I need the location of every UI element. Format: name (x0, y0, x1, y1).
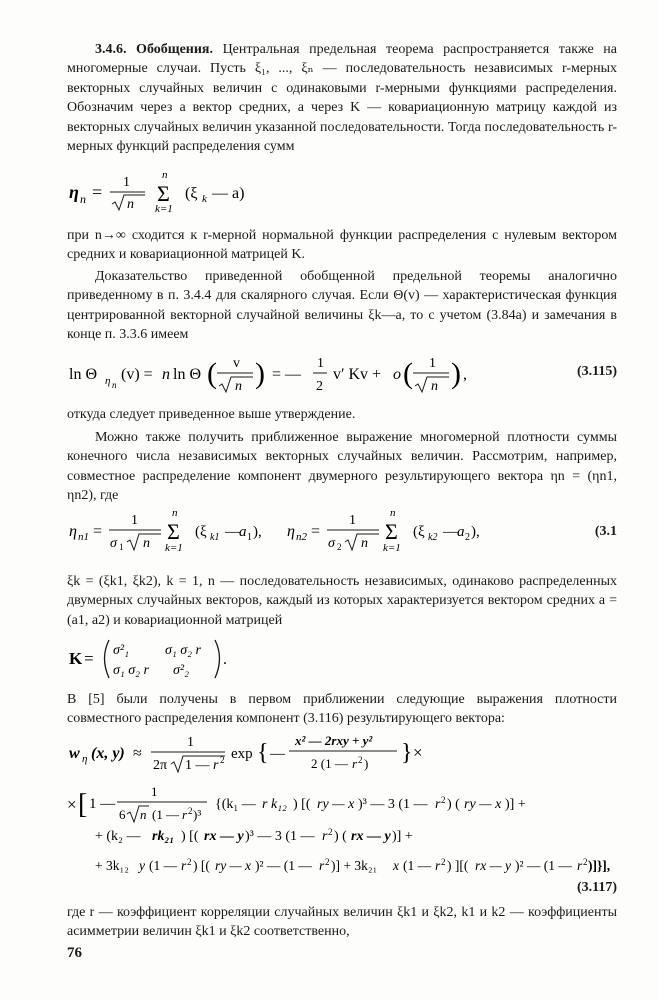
svg-text:(ξ: (ξ (413, 524, 425, 540)
svg-text:): ) (451, 357, 461, 390)
svg-text:6: 6 (119, 807, 126, 822)
svg-text:)² — (1 —: )² — (1 — (515, 858, 572, 873)
svg-text:x² — 2rxy + y²: x² — 2rxy + y² (295, 733, 373, 748)
svg-text:) [(: ) [( (293, 797, 311, 812)
svg-text:2: 2 (441, 795, 446, 805)
svg-text:v: v (233, 356, 240, 371)
svg-text:ln Θ: ln Θ (173, 366, 201, 383)
svg-text:)] + 3k₂₁: )] + 3k₂₁ (331, 858, 378, 873)
svg-text:w: w (69, 745, 80, 762)
svg-text:+ 3k₁₂: + 3k₁₂ (95, 858, 129, 873)
svg-text:v′ Kv +: v′ Kv + (333, 366, 382, 383)
svg-text:,: , (463, 366, 467, 383)
svg-text:n: n (140, 807, 147, 822)
svg-text:2 (1 —: 2 (1 — (311, 756, 348, 771)
equation-3-117-line3 (67, 820, 617, 850)
svg-text:n: n (143, 536, 150, 551)
svg-text:r: r (435, 858, 441, 873)
svg-text:n1: n1 (78, 531, 89, 543)
svg-text:2: 2 (337, 542, 342, 552)
svg-text:ry — x: ry — x (317, 797, 355, 812)
svg-text:2: 2 (583, 857, 588, 867)
equation-number: (3.117) (576, 880, 617, 895)
svg-text:)² — (1 —: )² — (1 — (255, 858, 312, 873)
svg-text:ln Θ: ln Θ (69, 366, 97, 383)
paragraph-reference: В [5] были получены в первом приближении следующие выражения плотности совместного распределения компонент (3.116) результирующего вектора: (67, 692, 617, 727)
svg-text:r: r (322, 829, 328, 844)
svg-text:),: ), (471, 524, 480, 540)
svg-text:+ (k₂ —: + (k₂ — (95, 829, 141, 844)
equation-matrix-K-graphic (67, 632, 617, 684)
svg-text:r: r (213, 758, 219, 773)
svg-text:—: — (443, 524, 458, 540)
paragraph-where-r: где r — коэффициент корреляции случайных величин ξk1 и ξk2, k1 и k2 — коэффициенты асимметрии величин ξk1 и ξk2 соответственно, (67, 905, 617, 940)
svg-text:x: x (393, 858, 399, 873)
svg-text:)³: )³ (193, 807, 202, 822)
svg-text:) [(: ) [( (193, 858, 210, 873)
svg-text:) (: ) ( (447, 797, 460, 812)
svg-text:1: 1 (151, 784, 158, 799)
svg-text:2: 2 (358, 755, 363, 765)
svg-text:(x, y): (x, y) (91, 745, 125, 762)
svg-text:y: y (139, 858, 145, 873)
svg-text:σ²₂: σ²₂ (173, 663, 189, 678)
svg-text:)]}],: )]}], (588, 858, 611, 873)
svg-text:): ) (255, 357, 265, 390)
svg-text:rx — y: rx — y (204, 829, 244, 844)
equation-3-116-graphic (67, 508, 617, 558)
svg-text:n: n (431, 379, 438, 394)
page-number: 76 (67, 945, 82, 961)
equation-3-117-line1 (67, 730, 617, 778)
svg-text:exp: exp (231, 746, 253, 762)
svg-text:1 —: 1 — (89, 796, 116, 812)
equation-sum-eta (67, 170, 617, 214)
svg-text:r: r (435, 797, 441, 812)
paragraph-conclusion: откуда следует приведенное выше утверждение. (67, 407, 356, 422)
svg-text:×: × (67, 795, 77, 814)
svg-text:1: 1 (317, 356, 324, 371)
equation-3-117-number-row (67, 878, 617, 902)
svg-text:.: . (223, 651, 227, 668)
svg-text:—: — (270, 746, 285, 762)
svg-text:r: r (319, 858, 325, 873)
svg-text:rx — y: rx — y (475, 858, 511, 873)
svg-text:)] +: )] + (392, 829, 413, 844)
svg-text:k2: k2 (428, 532, 438, 543)
svg-text:=: = (311, 523, 321, 540)
svg-text:1: 1 (429, 356, 436, 371)
svg-text:1 —: 1 — (185, 758, 210, 773)
svg-text:r: r (577, 858, 583, 873)
svg-text:2: 2 (188, 806, 193, 816)
svg-text:(: ( (403, 357, 413, 390)
svg-text:)³ — 3 (1 —: )³ — 3 (1 — (358, 797, 428, 812)
svg-text:Σ: Σ (167, 519, 180, 544)
svg-text:—: — (225, 524, 240, 540)
svg-text:k1: k1 (210, 532, 220, 543)
svg-text:— a): — a) (212, 185, 245, 202)
equation-3-115 (67, 352, 617, 396)
paragraph-proof: Доказательство приведенной обобщенной предельной теоремы аналогично приведенному в п. 3.4.4 для скалярного случая. Если Θ(v) — характеристическая функция центрированной векторной случайной величины ξk—a, то с учетом (3.84a) и замечания в конце п. 3.3.6 имеем (67, 269, 617, 343)
svg-text:n: n (162, 170, 168, 181)
svg-text:2: 2 (187, 857, 192, 867)
svg-text:n: n (235, 379, 242, 394)
svg-text:n: n (390, 508, 396, 519)
svg-text:(v) =: (v) = (121, 366, 153, 383)
svg-text:=: = (92, 182, 103, 202)
svg-text:k=1: k=1 (165, 542, 183, 554)
paragraph-vectors: ξk = (ξk1, ξk2), k = 1, n — последовательность независимых, одинаково распределенных двумерных случайных векторов, каждый из которых характеризуется вектором средних a = (a1, a2) и ковариационной матрицей (67, 574, 617, 628)
svg-text:k=1: k=1 (155, 203, 173, 214)
svg-text:): ) (364, 756, 369, 771)
svg-text:) ][(: ) ][( (447, 858, 469, 873)
svg-text:(ξ: (ξ (185, 185, 198, 202)
svg-text:a: a (239, 524, 247, 540)
svg-text:1: 1 (187, 735, 194, 750)
svg-text:)³ — 3 (1 —: )³ — 3 (1 — (245, 829, 315, 844)
equation-3-116 (67, 508, 617, 554)
svg-text:1: 1 (119, 542, 124, 552)
svg-text:Σ: Σ (157, 181, 170, 206)
svg-text:n: n (361, 536, 368, 551)
paragraph-generalizations (67, 40, 617, 156)
equation-sum-eta-graphic (67, 170, 617, 214)
equation-matrix-K (67, 632, 617, 682)
svg-text:}: } (401, 740, 413, 766)
svg-text:σ: σ (328, 536, 335, 551)
svg-text:2: 2 (465, 532, 470, 543)
svg-text:[: [ (78, 789, 88, 820)
svg-text:η: η (82, 753, 88, 765)
svg-text:rx — y: rx — y (351, 829, 391, 844)
svg-text:η: η (287, 523, 295, 540)
svg-text:ry — x: ry — x (215, 858, 251, 873)
svg-text:)] +: )] + (505, 797, 526, 812)
svg-text:2: 2 (325, 857, 330, 867)
svg-text:η: η (69, 182, 79, 202)
equation-3-117-line1-graphic (67, 730, 617, 778)
svg-text:η: η (105, 375, 111, 387)
svg-text:2π: 2π (153, 758, 168, 773)
svg-text:k: k (202, 193, 207, 205)
svg-text:),: ), (253, 524, 262, 540)
svg-text:) (: ) ( (334, 829, 347, 844)
paragraph-density: Можно также получить приближенное выражение многомерной плотности суммы конечного числа независимых векторных случайных величин. Рассмотрим, например, совместное распределение компонент двумерного результирующего вектора ηn = (ηn1, ηn2), где (67, 430, 617, 504)
svg-text:(: ( (207, 357, 217, 390)
equation-3-115-graphic (67, 352, 617, 398)
svg-text:) [(: ) [( (181, 829, 199, 844)
svg-text:(1 —: (1 — (152, 807, 180, 822)
svg-text:r: r (352, 756, 358, 771)
svg-text:r: r (181, 858, 187, 873)
svg-text:σ₁ σ₂ r: σ₁ σ₂ r (165, 643, 201, 658)
svg-text:rk₂₁: rk₂₁ (152, 829, 175, 844)
svg-text:K: K (69, 649, 83, 668)
svg-text:×: × (413, 743, 423, 762)
svg-text:1: 1 (247, 532, 252, 543)
equation-3-117-line3-graphic (67, 820, 617, 850)
svg-text:σ²₁: σ²₁ (113, 643, 129, 658)
svg-text:2: 2 (441, 857, 446, 867)
svg-text:a: a (457, 524, 465, 540)
svg-text:n: n (127, 197, 134, 212)
svg-text:1: 1 (131, 513, 138, 528)
svg-text:{(k₁ —: {(k₁ — (215, 797, 256, 812)
equation-3-117-line4-graphic (67, 850, 617, 880)
svg-text:n: n (80, 192, 86, 206)
svg-text:η: η (69, 523, 77, 540)
svg-text:(ξ: (ξ (195, 524, 207, 540)
svg-text:n: n (162, 366, 170, 383)
svg-text:2: 2 (316, 379, 323, 394)
svg-text:σ₁ σ₂ r: σ₁ σ₂ r (113, 663, 149, 678)
equation-3-117-line4 (67, 850, 617, 880)
svg-text:2: 2 (328, 827, 333, 837)
svg-text:= —: = — (272, 366, 302, 383)
svg-text:r k₁₂: r k₁₂ (262, 797, 287, 812)
svg-text:r: r (182, 807, 188, 822)
svg-text:=: = (93, 523, 103, 540)
equation-number: (3.115) (576, 364, 617, 379)
svg-text:=: = (84, 649, 94, 668)
paragraph-text: Центральная предельная теорема распространяется также на многомерные случаи. Пусть ξ₁, ..., ξₙ — последовательность независимых r-мерных векторных случайных величин с одинаковыми r-мерными функциями распределения. Обозначим через a вектор средних, а через K — ковариационную матрицу каждой из векторных случайных величин указанной последовательности. Тогда последовательность r-мерных функций распределения сумм (67, 42, 617, 155)
svg-text:n2: n2 (296, 531, 307, 543)
svg-text:(1 —: (1 — (403, 858, 432, 873)
svg-text:1: 1 (123, 175, 130, 190)
svg-text:ry — x: ry — x (464, 797, 502, 812)
svg-text:σ: σ (110, 536, 117, 551)
svg-text:k=1: k=1 (383, 542, 401, 554)
svg-text:(1 —: (1 — (149, 858, 178, 873)
svg-text:Σ: Σ (385, 519, 398, 544)
section-heading: 3.4.6. Обобщения. (95, 42, 214, 57)
paragraph-convergence: при n→∞ сходится к r-мерной нормальной функции распределения с нулевым вектором средних и ковариационной матрицей K. (67, 228, 617, 263)
equation-number: (3.1 (594, 524, 617, 539)
svg-text:1: 1 (349, 513, 356, 528)
svg-text:≈: ≈ (133, 745, 142, 762)
svg-text:o: o (393, 366, 401, 383)
svg-text:n: n (112, 380, 117, 390)
svg-text:n: n (172, 508, 178, 519)
svg-text:2: 2 (220, 755, 225, 765)
svg-text:{: { (257, 740, 269, 766)
